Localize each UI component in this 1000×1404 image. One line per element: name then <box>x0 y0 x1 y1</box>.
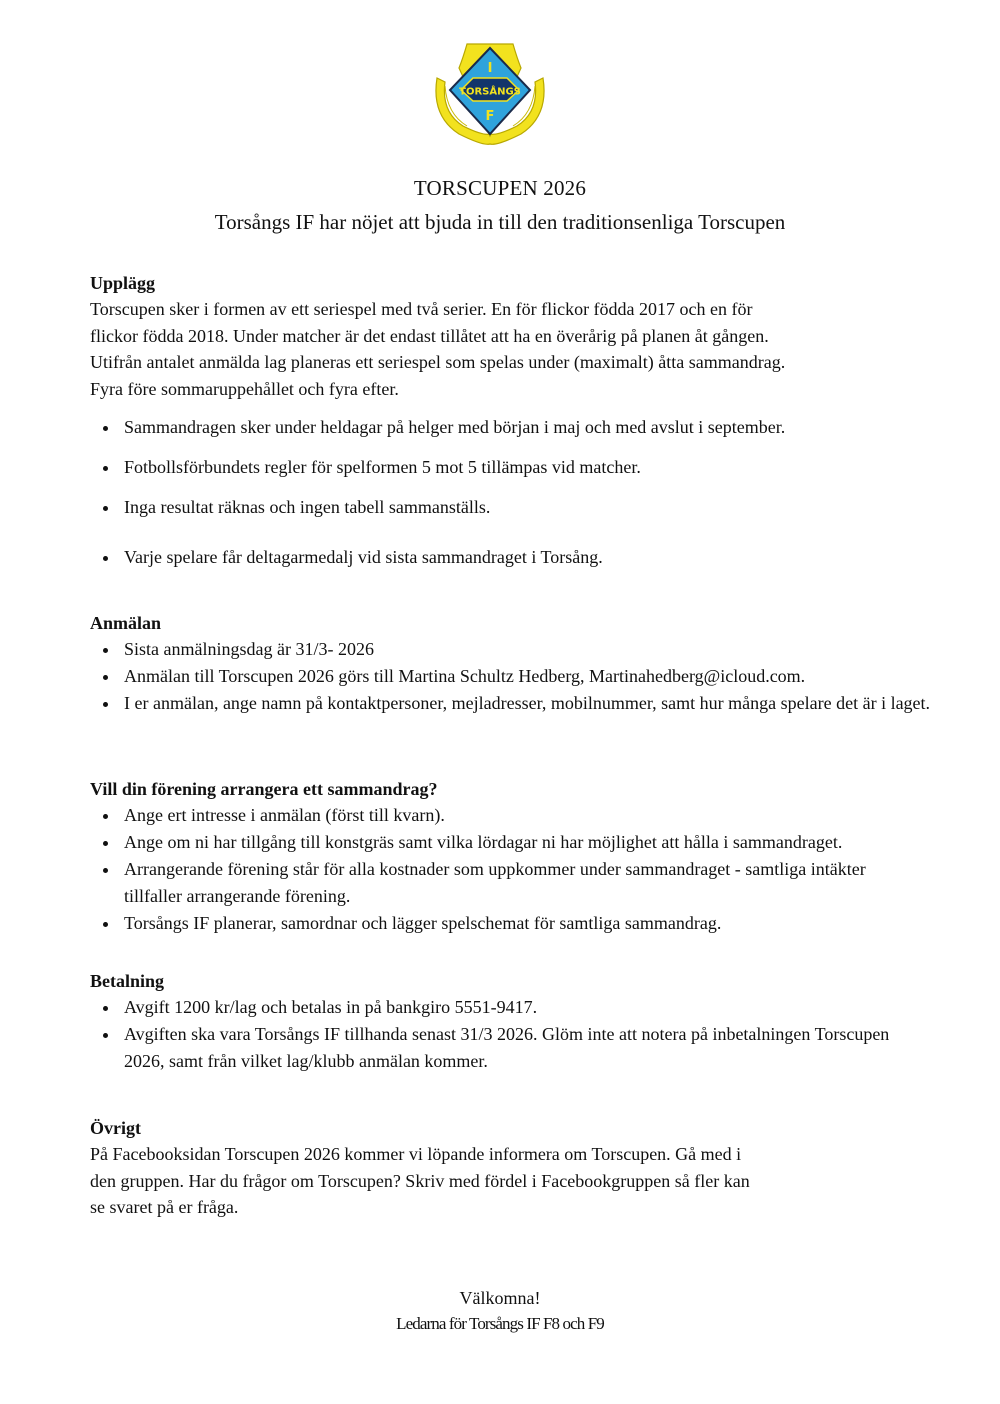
list-item: Arrangerande förening står för alla kostnader som uppkommer under sammandraget - samtliga intäkter tillfaller arrangerande förening. <box>90 856 914 910</box>
section-ovrigt <box>90 1115 970 1221</box>
list-item: Anmälan till Torscupen 2026 görs till Martina Schultz Hedberg, Martinahedberg@icloud.com. <box>90 663 960 690</box>
paragraph-line: se svaret på er fråga. <box>90 1197 239 1217</box>
list-item: Varje spelare får deltagarmedalj vid sista sammandraget i Torsång. <box>90 544 970 571</box>
list-item: Sammandragen sker under heldagar på helger med början i maj och med avslut i september. <box>90 414 970 441</box>
section-betalning <box>90 968 920 1075</box>
list-item: Sista anmälningsdag är 31/3- 2026 <box>90 636 960 663</box>
list-item: Avgiften ska vara Torsångs IF tillhanda senast 31/3 2026. Glöm inte att notera på inbetalningen Torscupen 2026, samt från vilket lag/klubb anmälan kommer. <box>90 1021 920 1075</box>
club-logo <box>425 38 555 150</box>
bullet-list <box>90 994 920 1075</box>
torsangs-if-crest-icon <box>425 38 555 150</box>
paragraph-line: Fyra före sommaruppehållet och fyra efter. <box>90 378 399 399</box>
list-item: I er anmälan, ange namn på kontaktpersoner, mejladresser, mobilnummer, samt hur många spelare det är i laget. <box>90 690 960 717</box>
svg-text:I: I <box>487 61 493 76</box>
svg-text:TORSÅNGS: TORSÅNGS <box>459 86 521 98</box>
document-subtitle: Torsångs IF har nöjet att bjuda in till den traditionsenliga Torscupen <box>214 210 786 234</box>
paragraph-line: den gruppen. Har du frågor om Torscupen? Skriv med fördel i Facebookgruppen så fler kan <box>90 1170 750 1191</box>
paragraph-line: Torscupen sker i formen av ett seriespel med två serier. En för flickor födda 2017 och en för <box>90 299 753 319</box>
list-item: Torsångs IF planerar, samordnar och lägger spelschemat för samtliga sammandrag. <box>90 910 950 937</box>
signature: Ledarna för Torsångs IF F8 och F9 <box>396 1314 604 1333</box>
bullet-list <box>90 802 950 937</box>
section-heading: Vill din förening arrangera ett sammandrag? <box>90 779 438 799</box>
section-heading: Betalning <box>90 971 165 991</box>
paragraph-line: flickor födda 2018. Under matcher är det endast tillåtet att ha en överårig på planen åt gången. <box>90 325 769 346</box>
section-heading: Upplägg <box>90 273 156 293</box>
section-heading: Anmälan <box>90 613 162 633</box>
list-item: Ange om ni har tillgång till konstgräs samt vilka lördagar ni har möjlighet att hålla i sammandraget. <box>90 829 950 856</box>
section-upplagg <box>90 270 970 584</box>
document-title: TORSCUPEN 2026 <box>413 176 587 200</box>
list-item: Avgift 1200 kr/lag och betalas in på bankgiro 5551-9417. <box>90 994 920 1021</box>
list-item: Fotbollsförbundets regler för spelformen 5 mot 5 tillämpas vid matcher. <box>90 454 970 481</box>
bullet-list <box>90 414 970 571</box>
section-arrangera <box>90 776 950 937</box>
list-item: Inga resultat räknas och ingen tabell sammanställs. <box>90 494 970 521</box>
welcome-text: Välkomna! <box>459 1288 541 1308</box>
section-anmalan <box>90 610 960 717</box>
svg-text:F: F <box>485 109 495 124</box>
bullet-list <box>90 636 960 717</box>
list-item: Ange ert intresse i anmälan (först till kvarn). <box>90 802 950 829</box>
paragraph-line: På Facebooksidan Torscupen 2026 kommer vi löpande informera om Torscupen. Gå med i <box>90 1144 742 1164</box>
paragraph-line: Utifrån antalet anmälda lag planeras ett seriespel som spelas under (maximalt) åtta sammandrag. <box>90 352 786 372</box>
section-heading: Övrigt <box>90 1118 141 1138</box>
